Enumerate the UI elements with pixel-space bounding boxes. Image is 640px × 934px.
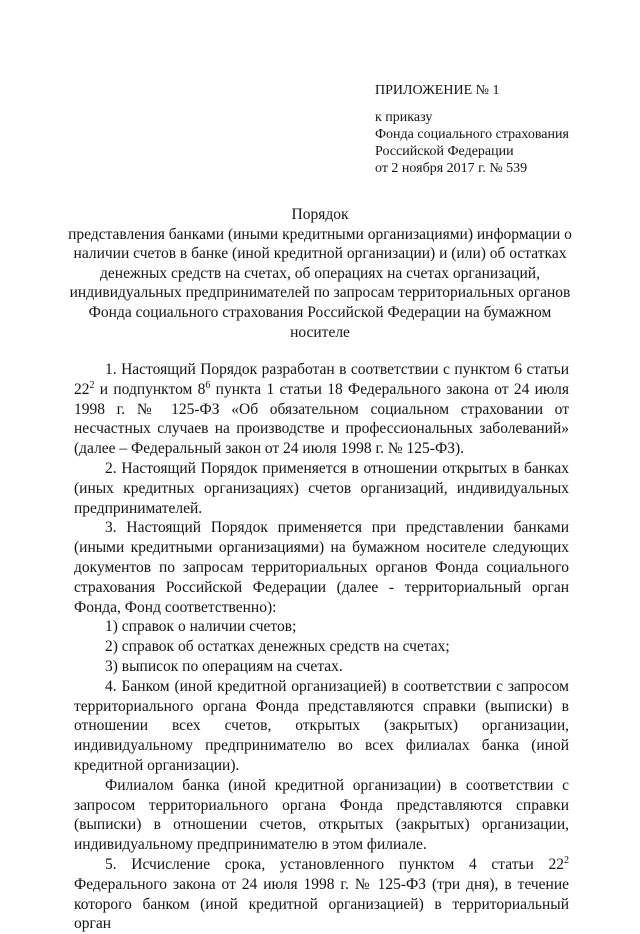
superscript: 6 bbox=[205, 379, 211, 391]
appendix-line: к приказу bbox=[375, 110, 433, 125]
appendix-block bbox=[375, 82, 615, 177]
paragraph-4b: Филиалом банка (иной кредитной организации) в соответствии с запросом территориального органа Фонда представляются справки (выписки) в отношении счетов, открытых (закрытых) организации, индивидуальному предпринимателю в этом филиале. bbox=[74, 776, 569, 854]
appendix-line: Российской Федерации bbox=[375, 144, 514, 159]
list-item: 3) выписок по операциям на счетах. bbox=[105, 657, 343, 675]
paragraph-3: 3. Настоящий Порядок применяется при представлении банками (иными кредитными организациями) на бумажном носителе следующих документов по запросам территориальных органов Фонда социального страхования Российской Федерации (далее - территориальный орган Фонда, Фонд соответственно): bbox=[74, 519, 569, 616]
paragraph-5-part-a: 5. Исчисление срока, установленного пунктом 4 статьи 22 bbox=[105, 855, 564, 873]
paragraph-1-part-a: 1. Настоящий Порядок разработан в соответствии с пунктом 6 статьи 22 bbox=[74, 361, 569, 398]
appendix-line: от 2 ноября 2017 г. № 539 bbox=[375, 161, 528, 176]
paragraph-1 bbox=[74, 360, 569, 459]
paragraph-4: 4. Банком (иной кредитной организацией) в соответствии с запросом территориального органа Фонда представляются справки (выписки) в отношении всех счетов, открытых (закрытых) организации, индивидуальному предпринимателю во всех филиалах банка (иной кредитной организации). bbox=[74, 677, 569, 774]
appendix-line: Фонда социального страхования bbox=[375, 127, 569, 142]
title-word: Порядок bbox=[291, 206, 349, 223]
appendix-heading: ПРИЛОЖЕНИЕ № 1 bbox=[375, 83, 500, 98]
paragraph-5-part-b: Федерального закона от 24 июля 1998 г. № 125-ФЗ (три дня), в течение которого банком (иной кредитной организацией) в территориальный орган bbox=[74, 875, 569, 933]
paragraph-5 bbox=[74, 855, 569, 934]
title-subtitle: представления банками (иными кредитными организациями) информации о наличии счетов в банке (иной кредитной организации) и (или) об остатках денежных средств на счетах, об операциях на счетах организаций, индивидуальных предпринимателей по запросам территориальных органов Фонда социального страхования Российской Федерации на бумажном носителе bbox=[68, 225, 572, 341]
paragraph-1-part-c: пункта 1 статьи 18 Федерального закона от 24 июля 1998 г. № 125-ФЗ «Об обязательном социальном страховании от несчастных случаев на производстве и профессиональных заболеваний» (далее – Федеральный закон от 24 июля 1998 г. № 125-ФЗ). bbox=[74, 380, 569, 458]
list-item: 2) справок об остатках денежных средств на счетах; bbox=[105, 638, 450, 656]
superscript: 2 bbox=[564, 854, 569, 866]
list-item: 1) справок о наличии счетов; bbox=[105, 618, 297, 636]
superscript: 2 bbox=[89, 379, 95, 391]
document-body bbox=[74, 360, 569, 934]
document-title bbox=[60, 205, 580, 342]
paragraph-1-part-b: и подпунктом 8 bbox=[94, 380, 206, 398]
paragraph-2: 2. Настоящий Порядок применяется в отношении открытых в банках (иных кредитных организациях) счетов организаций, индивидуальных предпринимателей. bbox=[74, 459, 569, 517]
